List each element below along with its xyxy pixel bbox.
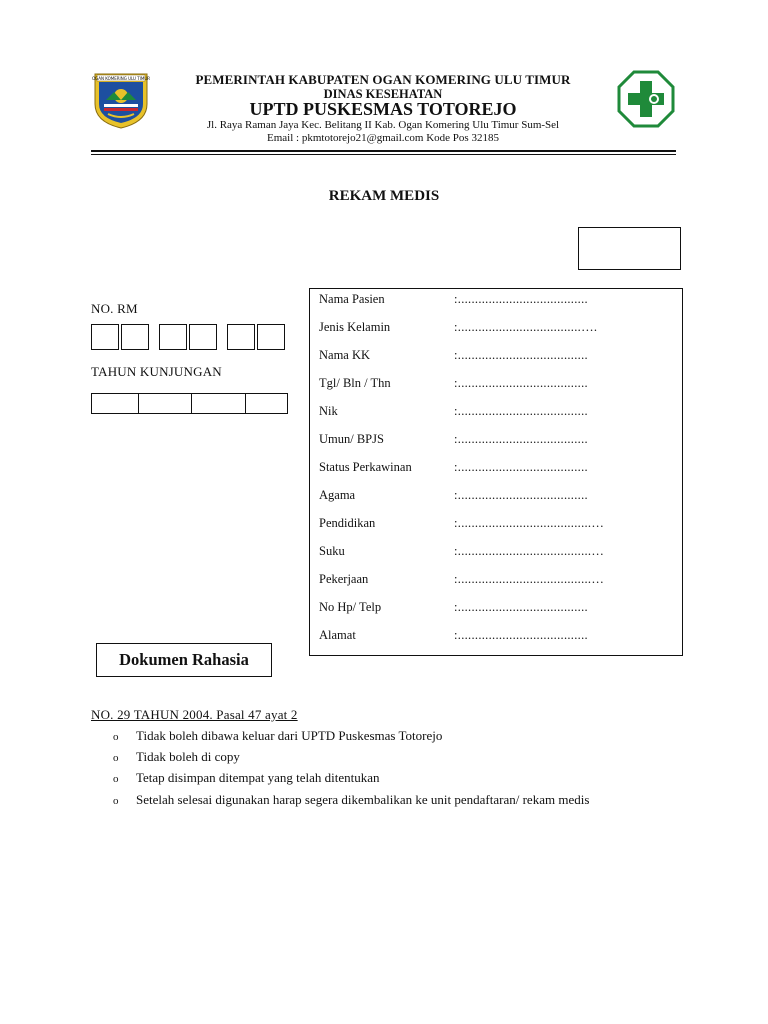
rule-item — [113, 749, 240, 765]
department-name: DINAS KESEHATAN — [323, 87, 443, 101]
rm-digit-box[interactable] — [159, 324, 187, 350]
government-name: PEMERINTAH KABUPATEN OGAN KOMERING ULU TIMUR — [195, 72, 571, 87]
rule-item — [113, 770, 380, 786]
field-label: Agama — [319, 488, 356, 502]
bullet-icon: o — [113, 731, 119, 743]
field-dots: :...................................... — [454, 488, 588, 502]
year-cell[interactable] — [246, 394, 287, 413]
field-label: Tgl/ Bln / Thn — [319, 376, 391, 390]
rule-text: Tidak boleh di copy — [136, 749, 240, 764]
year-cell[interactable] — [139, 394, 192, 413]
record-code-box[interactable] — [578, 227, 681, 270]
rm-digit-box[interactable] — [257, 324, 285, 350]
field-dots: :.......................................… — [454, 516, 605, 530]
field-dots: :....................................…. — [454, 320, 598, 334]
svg-text:OGAN KOMERING ULU TIMUR: OGAN KOMERING ULU TIMUR — [92, 76, 150, 81]
field-dots: :.......................................… — [454, 572, 605, 586]
rm-digit-box[interactable] — [121, 324, 149, 350]
field-label: Jenis Kelamin — [319, 320, 391, 334]
field-dots: :...................................... — [454, 404, 588, 418]
no-rm-label: NO. RM — [91, 301, 138, 316]
field-label: Nama KK — [319, 348, 371, 362]
patient-info-box — [309, 288, 683, 656]
rule-item — [113, 792, 589, 808]
field-label: Alamat — [319, 628, 356, 642]
rule-text: Setelah selesai digunakan harap segera dikembalikan ke unit pendaftaran/ rekam medis — [136, 792, 590, 807]
field-dots: :.......................................… — [454, 544, 605, 558]
bullet-icon: o — [113, 752, 119, 764]
rule-text: Tetap disimpan ditempat yang telah ditentukan — [136, 770, 380, 785]
document-title: REKAM MEDIS — [328, 188, 440, 204]
institution-name: UPTD PUSKESMAS TOTOREJO — [249, 99, 517, 119]
rm-digit-box[interactable] — [227, 324, 255, 350]
field-dots: :...................................... — [454, 460, 588, 474]
field-label: Nama Pasien — [319, 292, 385, 306]
field-dots: :...................................... — [454, 600, 588, 614]
field-label: Nik — [319, 404, 338, 418]
rule-text: Tidak boleh dibawa keluar dari UPTD Puskesmas Totorejo — [136, 728, 443, 743]
field-dots: :...................................... — [454, 376, 588, 390]
confidential-label-box: Dokumen Rahasia — [96, 643, 272, 677]
field-dots: :...................................... — [454, 292, 588, 306]
field-dots: :...................................... — [454, 348, 588, 362]
tahun-kunjungan-label: TAHUN KUNJUNGAN — [91, 364, 222, 379]
field-label: No Hp/ Telp — [319, 600, 382, 614]
visit-year-boxes — [91, 393, 288, 414]
law-reference: NO. 29 TAHUN 2004. Pasal 47 ayat 2 — [91, 707, 298, 722]
rule-item — [113, 728, 442, 744]
bullet-icon: o — [113, 795, 119, 807]
header-divider — [91, 150, 676, 152]
header-divider-thin — [91, 154, 676, 155]
field-dots: :...................................... — [454, 432, 588, 446]
field-label: Pekerjaan — [319, 572, 369, 586]
field-label: Suku — [319, 544, 345, 558]
institution-contact: Email : pkmtotorejo21@gmail.com Kode Pos 32185 — [267, 132, 499, 144]
year-cell[interactable] — [92, 394, 139, 413]
year-cell[interactable] — [192, 394, 246, 413]
regency-crest-logo — [92, 70, 150, 130]
puskesmas-logo — [617, 70, 675, 128]
institution-address: Jl. Raya Raman Jaya Kec. Belitang II Kab. Ogan Komering Ulu Timur Sum-Sel — [206, 119, 560, 131]
field-label: Status Perkawinan — [319, 460, 412, 474]
bullet-icon: o — [113, 773, 119, 785]
field-label: Umun/ BPJS — [319, 432, 384, 446]
field-label: Pendidikan — [319, 516, 376, 530]
rm-digit-box[interactable] — [91, 324, 119, 350]
field-dots: :...................................... — [454, 628, 588, 642]
rm-digit-box[interactable] — [189, 324, 217, 350]
